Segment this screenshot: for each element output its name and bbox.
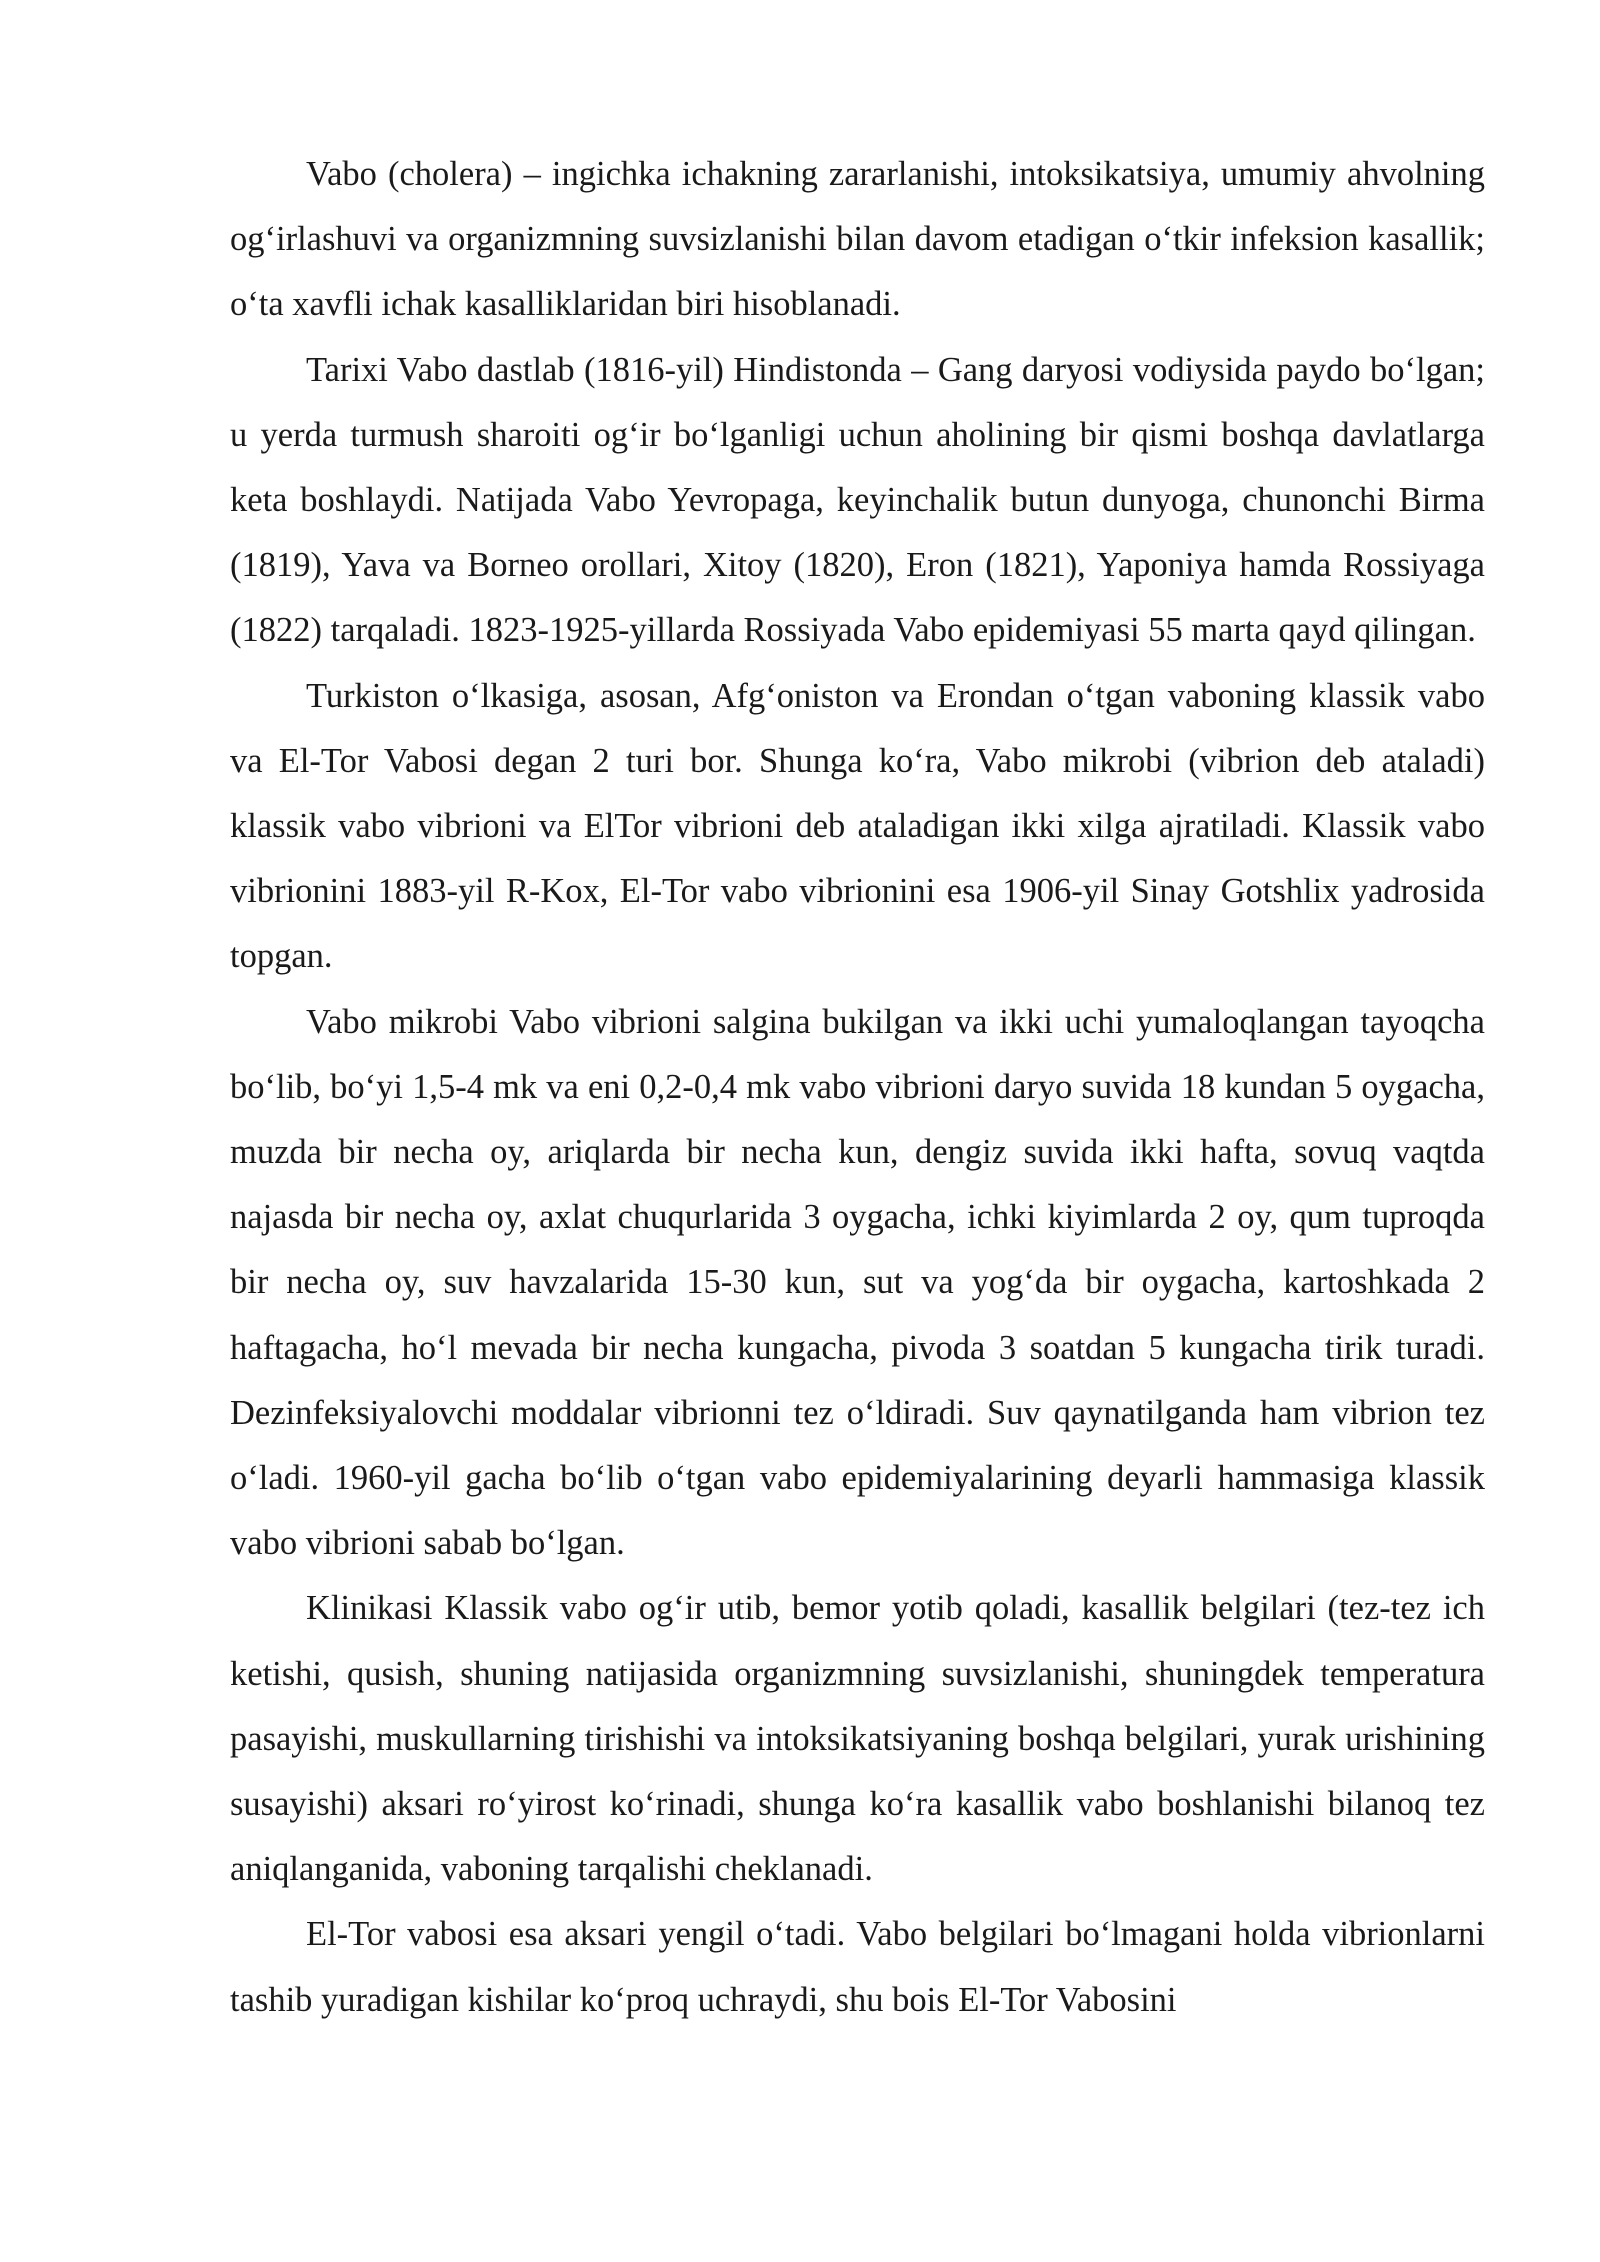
paragraph-types: Turkiston o‘lkasiga, asosan, Afg‘oniston va Erondan o‘tgan vaboning klassik vabo va El-Tor Vabosi degan 2 turi bor. Shunga ko‘ra, Vabo mikrobi (vibrion deb ataladi) klassik vabo vibrioni va ElTor vibrioni deb ataladigan ikki xilga ajratiladi. Klassik vabo vibrionini 1883-yil R-Kox, El-Tor vabo vibrionini esa 1906-yil Sinay Gotshlix yadrosida topgan. [230,676,1485,976]
paragraph-history: Tarixi Vabo dastlab (1816-yil) Hindistonda – Gang daryosi vodiysida paydo bo‘lgan; u yerda turmush sharoiti og‘ir bo‘lganligi uchun aholining bir qismi boshqa davlatlarga keta boshlaydi. Natijada Vabo Yevropaga, keyinchalik butun dunyoga, chunonchi Birma (1819), Yava va Borneo orollari, Xitoy (1820), Eron (1821), Yaponiya hamda Rossiyaga (1822) tarqaladi. 1823-1925-yillarda Rossiyada Vabo epidemiyasi 55 marta qayd qilingan. [230,350,1485,650]
document-body [230,142,1485,2033]
paragraph-definition: Vabo (cholera) – ingichka ichakning zararlanishi, intoksikatsiya, umumiy ahvolning og‘irlashuvi va organizmning suvsizlanishi bilan davom etadigan o‘tkir infeksion kasallik; o‘ta xavfli ichak kasalliklaridan biri hisoblanadi. [230,155,1485,324]
paragraph-clinic: Klinikasi Klassik vabo og‘ir utib, bemor yotib qoladi, kasallik belgilari (tez-tez ich ketishi, qusish, shuning natijasida organizmning suvsizlanishi, shuningdek temperatura pasayishi, muskullarning tirishishi va intoksikatsiyaning boshqa belgilari, yurak urishining susayishi) aksari ro‘yirost ko‘rinadi, shunga ko‘ra kasallik vabo boshlanishi bilanoq tez aniqlanganida, vaboning tarqalishi cheklanadi. [230,1589,1485,1889]
paragraph-microbe: Vabo mikrobi Vabo vibrioni salgina bukilgan va ikki uchi yumaloqlangan tayoqcha bo‘lib, bo‘yi 1,5-4 mk va eni 0,2-0,4 mk vabo vibrioni daryo suvida 18 kundan 5 oygacha, muzda bir necha oy, ariqlarda bir necha kun, dengiz suvida ikki hafta, sovuq vaqtda najasda bir necha oy, axlat chuqurlarida 3 oygacha, ichki kiyimlarda 2 oy, qum tuproqda bir necha oy, suv havzalarida 15-30 kun, sut va yog‘da bir oygacha, kartoshkada 2 haftagacha, ho‘l mevada bir necha kungacha, pivoda 3 soatdan 5 kungacha tirik turadi. Dezinfeksiyalovchi moddalar vibrionni tez o‘ldiradi. Suv qaynatilganda ham vibrion tez o‘ladi. 1960-yil gacha bo‘lib o‘tgan vabo epidemiyalarining deyarli hammasiga klassik vabo vibrioni sabab bo‘lgan. [230,1002,1485,1563]
paragraph-el-tor: El-Tor vabosi esa aksari yengil o‘tadi. Vabo belgilari bo‘lmagani holda vibrionlarni tashib yuradigan kishilar ko‘proq uchraydi, shu bois El-Tor Vabosini [230,1915,1485,2019]
